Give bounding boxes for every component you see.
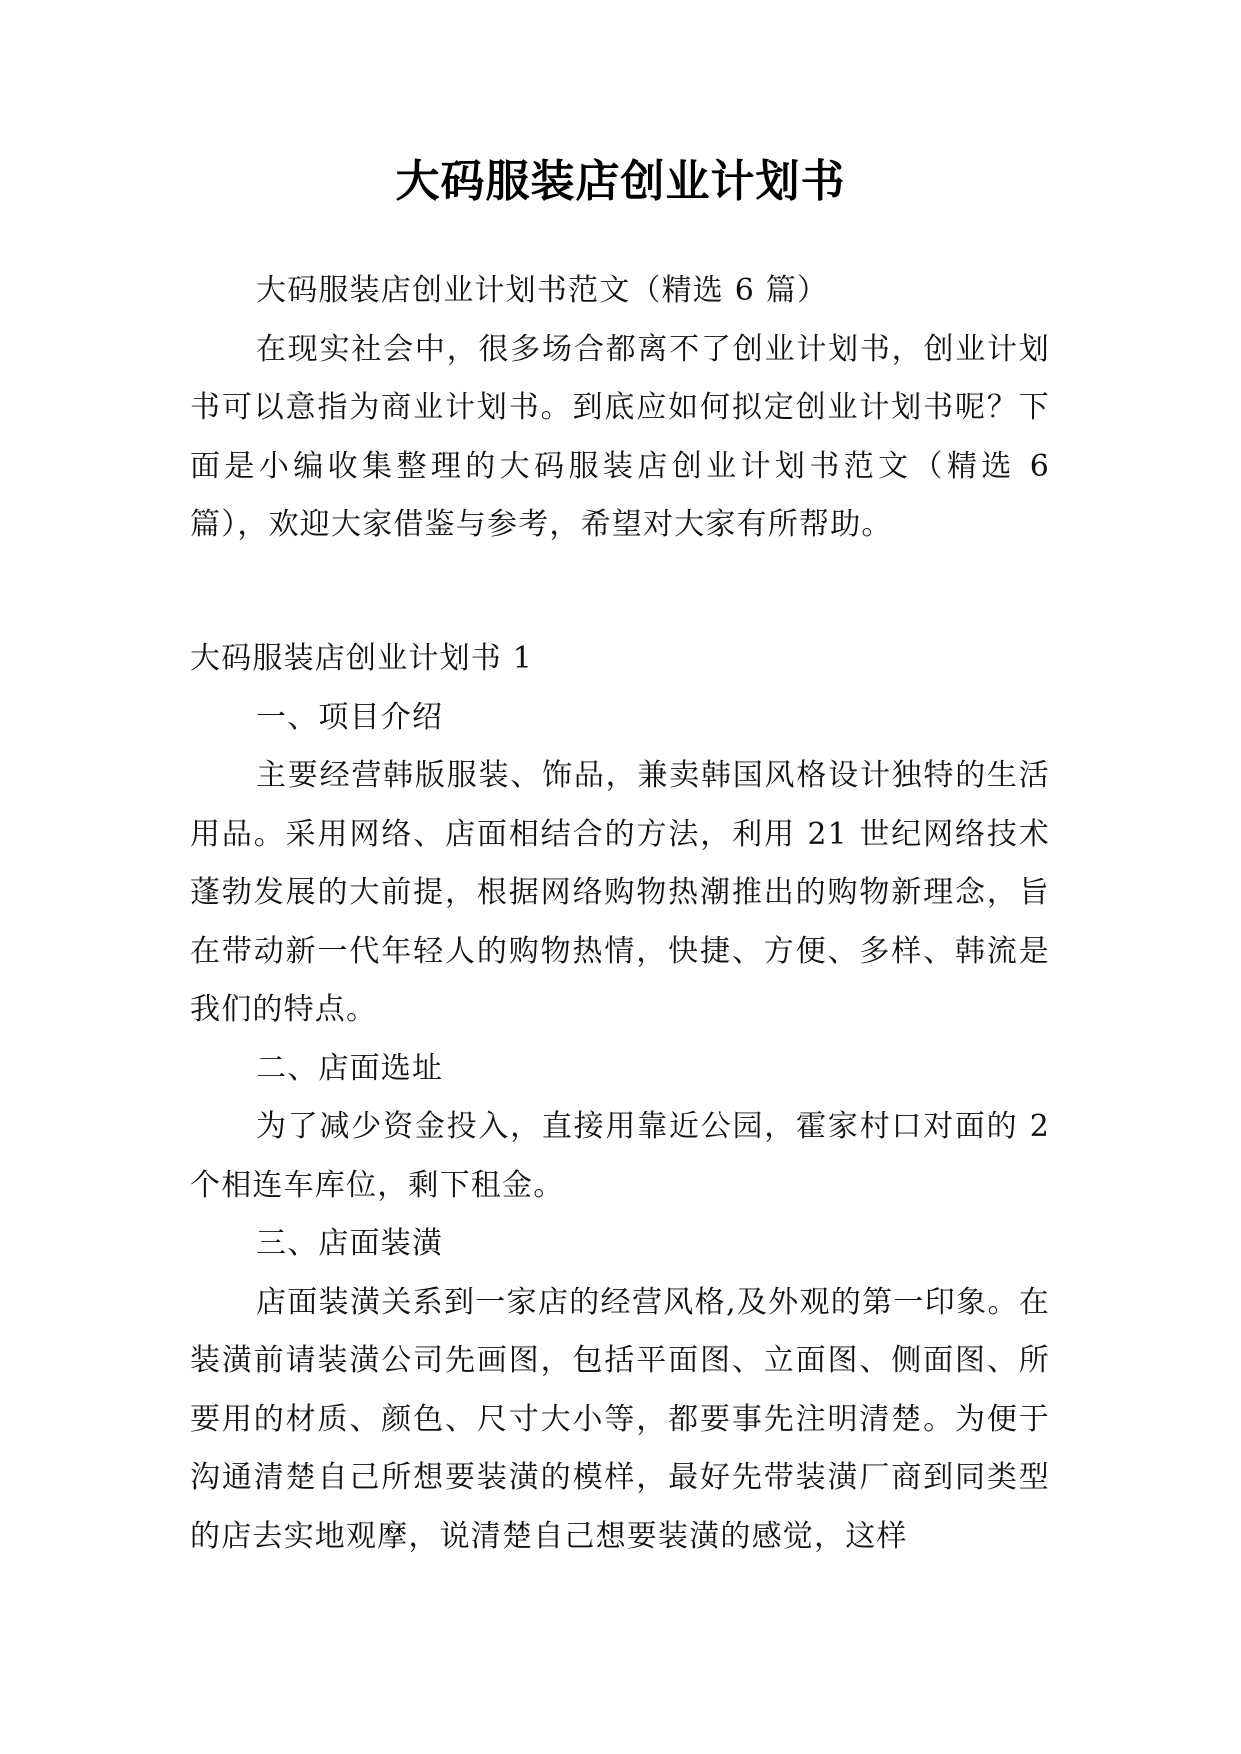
section-3-heading: 三、店面装潢 [256,1226,444,1261]
article-1-heading: 大码服装店创业计划书 1 [190,641,534,676]
intro-paragraph: 在现实社会中，很多场合都离不了创业计划书，创业计划书可以意指为商业计划书。到底应如何拟定创业计划书呢？下面是小编收集整理的大码服装店创业计划书范文（精选 6 篇），欢迎大家借鉴与参考，希望对大家有所帮助。 [190,331,1050,542]
document-title: 大码服装店创业计划书 [395,156,846,207]
intro-block [190,262,1050,555]
section-1-heading: 一、项目介绍 [256,699,444,735]
section-2-heading: 二、店面选址 [256,1050,444,1086]
intro-subtitle: 大码服装店创业计划书范文（精选 6 篇） [256,273,829,308]
article-1 [190,630,1050,1566]
section-2-paragraph: 为了减少资金投入，直接用靠近公园，霍家村口对面的 2 个相连车库位，剩下租金。 [190,1109,1050,1203]
section-3-paragraph: 店面装潢关系到一家店的经营风格,及外观的第一印象。在装潢前请装潢公司先画图，包括平面图、立面图、侧面图、所要用的材质、颜色、尺寸大小等，都要事先注明清楚。为便于沟通清楚自己所想要装潢的模样，最好先带装潢厂商到同类型的店去实地观摩，说清楚自己想要装潢的感觉，这样 [190,1284,1050,1554]
section-1-paragraph: 主要经营韩版服装、饰品，兼卖韩国风格设计独特的生活用品。采用网络、店面相结合的方法，利用 21 世纪网络技术蓬勃发展的大前提，根据网络购物热潮推出的购物新理念，旨在带动新一代年轻人的购物热情，快捷、方便、多样、韩流是我们的特点。 [190,758,1050,1027]
